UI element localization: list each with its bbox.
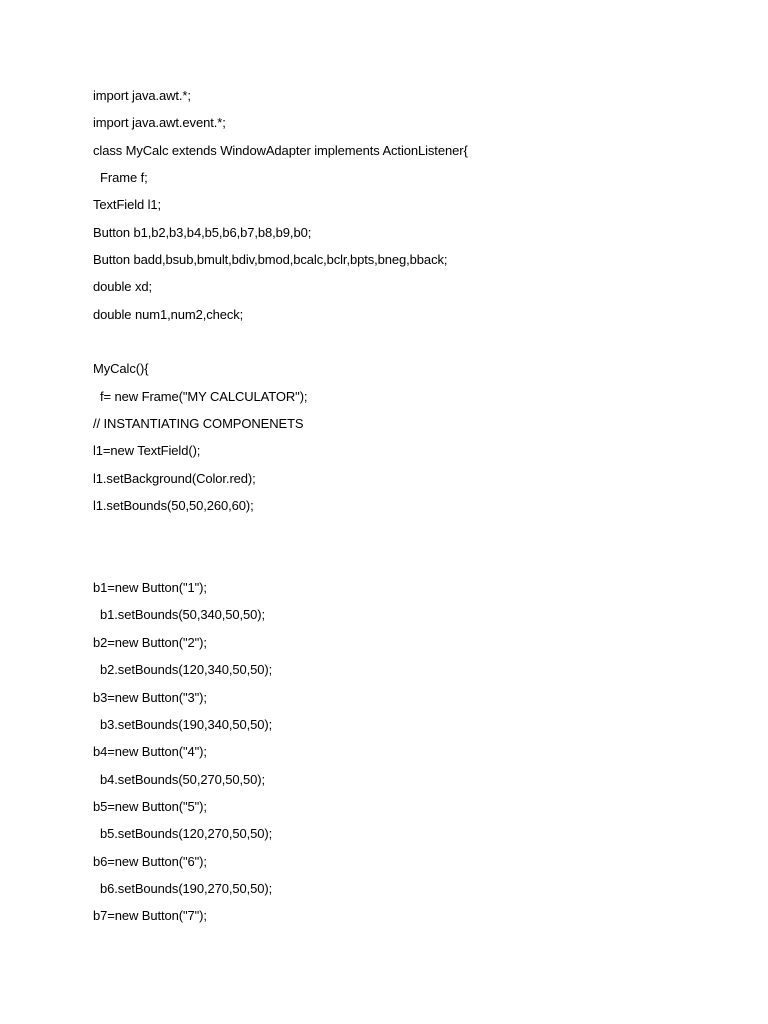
- code-line: b1.setBounds(50,340,50,50);: [93, 607, 266, 622]
- code-line: double num1,num2,check;: [93, 307, 244, 322]
- code-line: MyCalc(){: [93, 361, 149, 376]
- code-line: b6=new Button("6");: [93, 854, 207, 869]
- code-line: b2=new Button("2");: [93, 635, 207, 650]
- code-line: f= new Frame("MY CALCULATOR");: [93, 389, 308, 404]
- code-line: // INSTANTIATING COMPONENETS: [93, 416, 304, 431]
- code-line: b1=new Button("1");: [93, 580, 207, 595]
- code-line: Button b1,b2,b3,b4,b5,b6,b7,b8,b9,b0;: [93, 225, 312, 240]
- code-line: b6.setBounds(190,270,50,50);: [93, 881, 273, 896]
- code-line: b2.setBounds(120,340,50,50);: [93, 662, 273, 677]
- code-line: l1.setBackground(Color.red);: [93, 471, 256, 486]
- code-line: TextField l1;: [93, 197, 162, 212]
- code-line: b4=new Button("4");: [93, 744, 207, 759]
- code-line: class MyCalc extends WindowAdapter implements ActionListener{: [93, 143, 468, 158]
- code-line: double xd;: [93, 279, 152, 294]
- code-line: Frame f;: [93, 170, 148, 185]
- code-line: Button badd,bsub,bmult,bdiv,bmod,bcalc,bclr,bpts,bneg,bback;: [93, 252, 448, 267]
- code-line: l1.setBounds(50,50,260,60);: [93, 498, 254, 513]
- code-line: b4.setBounds(50,270,50,50);: [93, 772, 266, 787]
- code-line: b5.setBounds(120,270,50,50);: [93, 826, 273, 841]
- code-line: import java.awt.*;: [93, 88, 191, 103]
- code-line: import java.awt.event.*;: [93, 115, 226, 130]
- code-line: b5=new Button("5");: [93, 799, 207, 814]
- code-line: b3=new Button("3");: [93, 690, 207, 705]
- code-line: b7=new Button("7");: [93, 908, 207, 923]
- code-line: l1=new TextField();: [93, 443, 201, 458]
- code-line: b3.setBounds(190,340,50,50);: [93, 717, 273, 732]
